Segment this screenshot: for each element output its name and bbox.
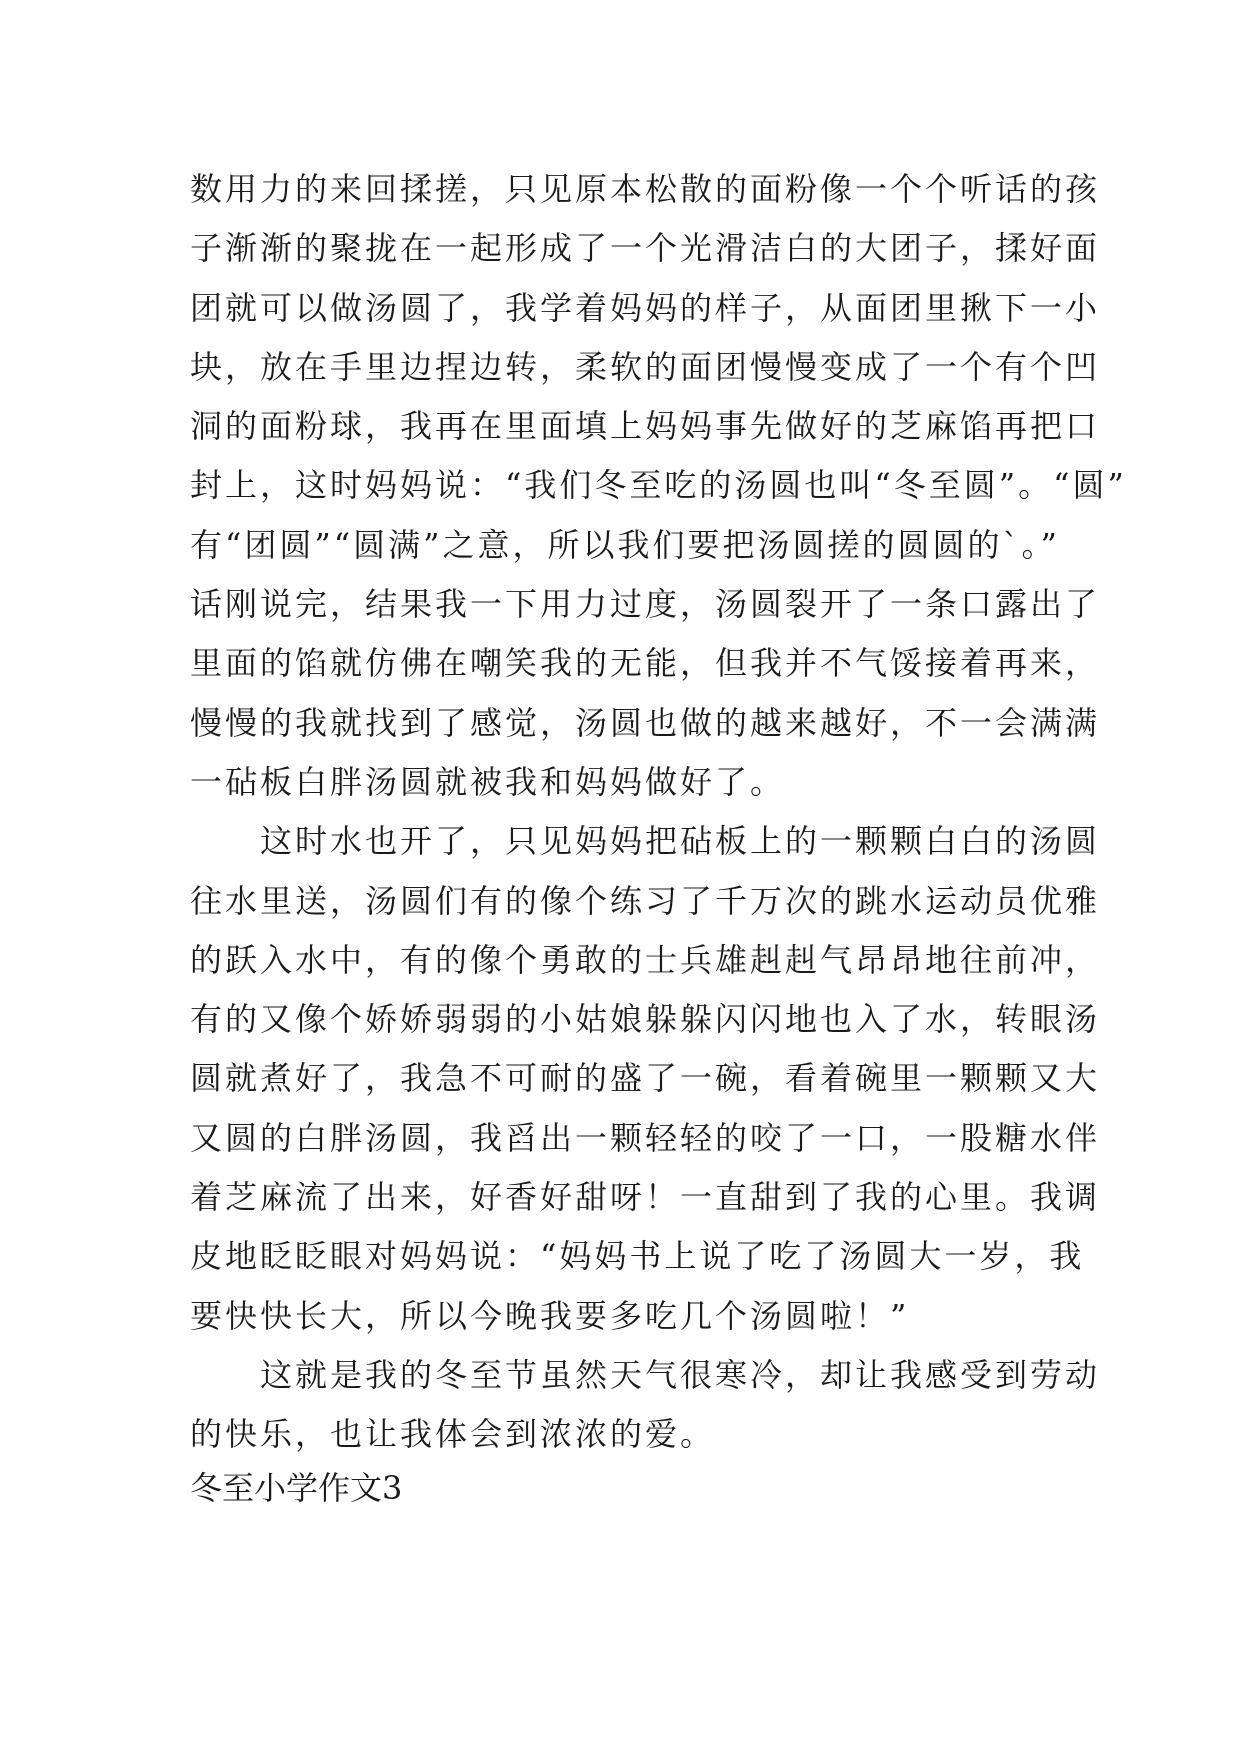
text-line: 着芝麻流了出来，好香好甜呀！一直甜到了我的心里。我调 xyxy=(190,1178,1101,1217)
text-line: 有“团圆”“圆满”之意，所以我们要把汤圆搓的圆圆的`。” xyxy=(190,525,1060,564)
text-line: 有的又像个娇娇弱弱的小姑娘躲躲闪闪地也入了水，转眼汤 xyxy=(190,1000,1101,1039)
essay-body xyxy=(190,160,1127,1465)
text-line: 的快乐，也让我体会到浓浓的爱。 xyxy=(190,1415,716,1454)
text-line: 封上，这时妈妈说：“我们冬至吃的汤圆也叫“冬至圆”。“圆” xyxy=(190,466,1127,505)
text-line: 又圆的白胖汤圆，我舀出一颗轻轻的咬了一口，一股糖水伴 xyxy=(190,1118,1101,1157)
text-line: 话刚说完，结果我一下用力过度，汤圆裂开了一条口露出了 xyxy=(190,585,1101,624)
text-line: 团就可以做汤圆了，我学着妈妈的样子，从面团里揪下一小 xyxy=(190,288,1101,327)
text-line: 子渐渐的聚拢在一起形成了一个光滑洁白的大团子，揉好面 xyxy=(190,229,1101,268)
text-line: 要快快长大，所以今晚我要多吃几个汤圆啦！” xyxy=(190,1296,910,1335)
text-line: 慢慢的我就找到了感觉，汤圆也做的越来越好，不一会满满 xyxy=(190,703,1101,742)
text-line: 皮地眨眨眼对妈妈说：“妈妈书上说了吃了汤圆大一岁，我 xyxy=(190,1237,1085,1276)
paragraph-start-line: 这就是我的冬至节虽然天气很寒冷，却让我感受到劳动 xyxy=(260,1355,1101,1394)
paragraph-start-line: 这时水也开了，只见妈妈把砧板上的一颗颗白白的汤圆 xyxy=(260,822,1101,861)
text-line: 块，放在手里边捏边转，柔软的面团慢慢变成了一个有个凹 xyxy=(190,347,1101,386)
text-line: 的跃入水中，有的像个勇敢的士兵雄赳赳气昂昂地往前冲， xyxy=(190,940,1101,979)
text-line: 往水里送，汤圆们有的像个练习了千万次的跳水运动员优雅 xyxy=(190,881,1101,920)
text-line: 一砧板白胖汤圆就被我和妈妈做好了。 xyxy=(190,762,786,801)
text-line: 洞的面粉球，我再在里面填上妈妈事先做好的芝麻馅再把口 xyxy=(190,407,1101,446)
section-heading: 冬至小学作文3 xyxy=(190,1469,403,1507)
text-line: 里面的馅就仿佛在嘲笑我的无能，但我并不气馁接着再来， xyxy=(190,644,1101,683)
text-line: 圆就煮好了，我急不可耐的盛了一碗，看着碗里一颗颗又大 xyxy=(190,1059,1101,1098)
text-line: 数用力的来回揉搓，只见原本松散的面粉像一个个听话的孩 xyxy=(190,170,1101,208)
